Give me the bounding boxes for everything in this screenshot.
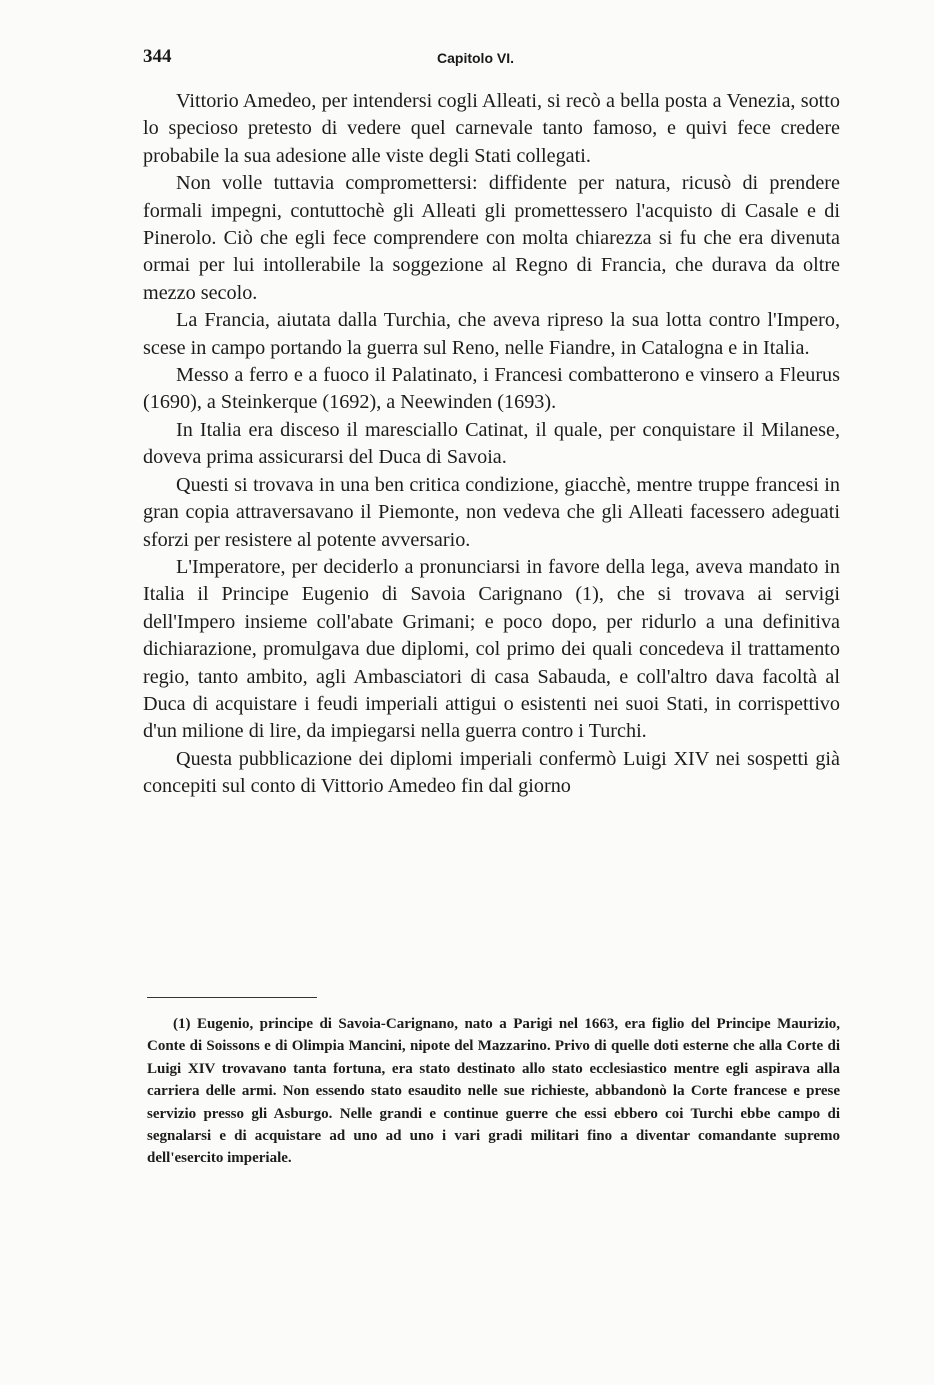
footnote-divider: [147, 997, 317, 998]
paragraph: Non volle tuttavia compromettersi: diffidente per natura, ricusò di prendere formali impegni, contuttochè gli Alleati gli promettessero l'acquisto di Casale e di Pinerolo. Ciò che egli fece comprendere con molta chiarezza si fu che era divenuta ormai per lui intollerabile la soggezione al Regno di Francia, che durava da oltre mezzo secolo.: [143, 172, 840, 304]
paragraph: L'Imperatore, per deciderlo a pronunciarsi in favore della lega, aveva mandato in Italia il Principe Eugenio di Savoia Carignano (1), che si trovava ai servigi dell'Impero insieme coll'abate Grimani; e poco dopo, per ridurlo a una definitiva dichiarazione, promulgava due diplomi, col primo dei quali concedeva il trattamento regio, tanto ambito, agli Ambasciatori di casa Sabauda, e coll'altro dava facoltà al Duca di acquistare i feudi imperiali attigui o esistenti nei suoi Stati, in corrispettivo d'un milione di lire, da impiegarsi nella guerra contro i Turchi.: [143, 555, 840, 743]
main-text: [143, 88, 840, 801]
paragraph: Questa pubblicazione dei diplomi imperiali confermò Luigi XIV nei sospetti già concepiti sul conto di Vittorio Amedeo fin dal giorno: [143, 747, 840, 798]
page-number: 344: [143, 46, 172, 67]
paragraph: La Francia, aiutata dalla Turchia, che aveva ripreso la sua lotta contro l'Impero, scese in campo portando la guerra sul Reno, nelle Fiandre, in Catalogna e in Italia.: [143, 309, 840, 359]
paragraph: Messo a ferro e a fuoco il Palatinato, i Francesi combatterono e vinsero a Fleurus (1690), a Steinkerque (1692), a Neewinden (1693).: [143, 364, 840, 414]
page-header: [143, 46, 843, 74]
footnote: [147, 1013, 840, 1170]
paragraph: Vittorio Amedeo, per intendersi cogli Alleati, si recò a bella posta a Venezia, sotto lo specioso pretesto di vedere quel carnevale tanto famoso, e quivi fece credere probabile la sua adesione alle viste degli Stati collegati.: [143, 90, 840, 167]
paragraph: Questi si trovava in una ben critica condizione, giacchè, mentre truppe francesi in gran copia attraversavano il Piemonte, non vedeva che gli Alleati facessero adeguati sforzi per resistere al potente avversario.: [143, 473, 840, 551]
running-head: Capitolo VI.: [437, 50, 514, 66]
footnote-text: (1) Eugenio, principe di Savoia-Carignano, nato a Parigi nel 1663, era figlio del Principe Maurizio, Conte di Soissons e di Olimpia Mancini, nipote del Mazzarino. Privo di quelle doti esterne che alla Corte di Luigi XIV trovavano tanta fortuna, era stato destinato allo stato ecclesiastico mentre egli aspirava alla carriera delle armi. Non essendo stato esaudito nelle sue richieste, abbandonò la Corte francese e prese servizio presso gli Asburgo. Nelle grandi e continue guerre che essi ebbero coi Turchi ebbe campo di segnalarsi e di acquistare ad uno ad uno i vari gradi militari fino a diventar comandante supremo dell'esercito imperiale.: [147, 1016, 840, 1167]
paragraph: In Italia era disceso il maresciallo Catinat, il quale, per conquistare il Milanese, doveva prima assicurarsi del Duca di Savoia.: [143, 418, 840, 469]
